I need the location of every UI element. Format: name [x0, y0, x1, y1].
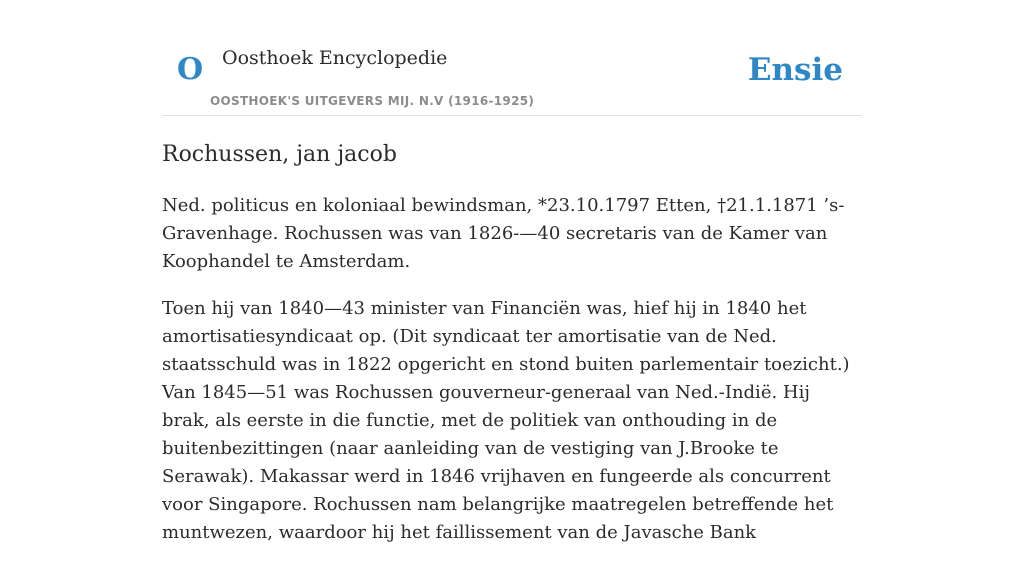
site-subtitle: OOSTHOEK'S UITGEVERS MIJ. N.V (1916-1925)	[210, 94, 535, 108]
article-paragraph: Ned. politicus en koloniaal bewindsman, *23.10.1797 Etten, †21.1.1871 ’s-Gravenhage. Rochussen was van 1826-—40 secretaris van de Kamer van Koophandel te Amsterdam.	[162, 195, 845, 272]
site-header	[162, 0, 862, 116]
page	[162, 0, 862, 543]
ensie-brand-link[interactable]: Ensie	[747, 52, 843, 88]
article-paragraph: Toen hij van 1840—43 minister van Financiën was, hief hij in 1840 het amortisatiesyndicaat op. (Dit syndicaat ter amortisatie van de Ned. staatsschuld was in 1822 opgericht en stond buiten parlementair toezicht.) Van 1845—51 was Rochussen gouverneur-generaal van Ned.-Indië. Hij brak, als eerste in die functie, met de politiek van onthouding in de buitenbezittingen (naar aanleiding van de vestiging van J.Brooke te Serawak). Makassar werd in 1846 vrijhaven en fungeerde als concurrent voor Singapore. Rochussen nam belangrijke maatregelen betreffende het muntwezen, waardoor hij het faillissement van de Javasche Bank	[162, 298, 850, 543]
article-body	[162, 192, 862, 566]
logo-mark[interactable]: O	[177, 52, 204, 87]
site-title[interactable]: Oosthoek Encyclopedie	[222, 47, 448, 69]
article-title: Rochussen, jan jacob	[162, 142, 397, 167]
